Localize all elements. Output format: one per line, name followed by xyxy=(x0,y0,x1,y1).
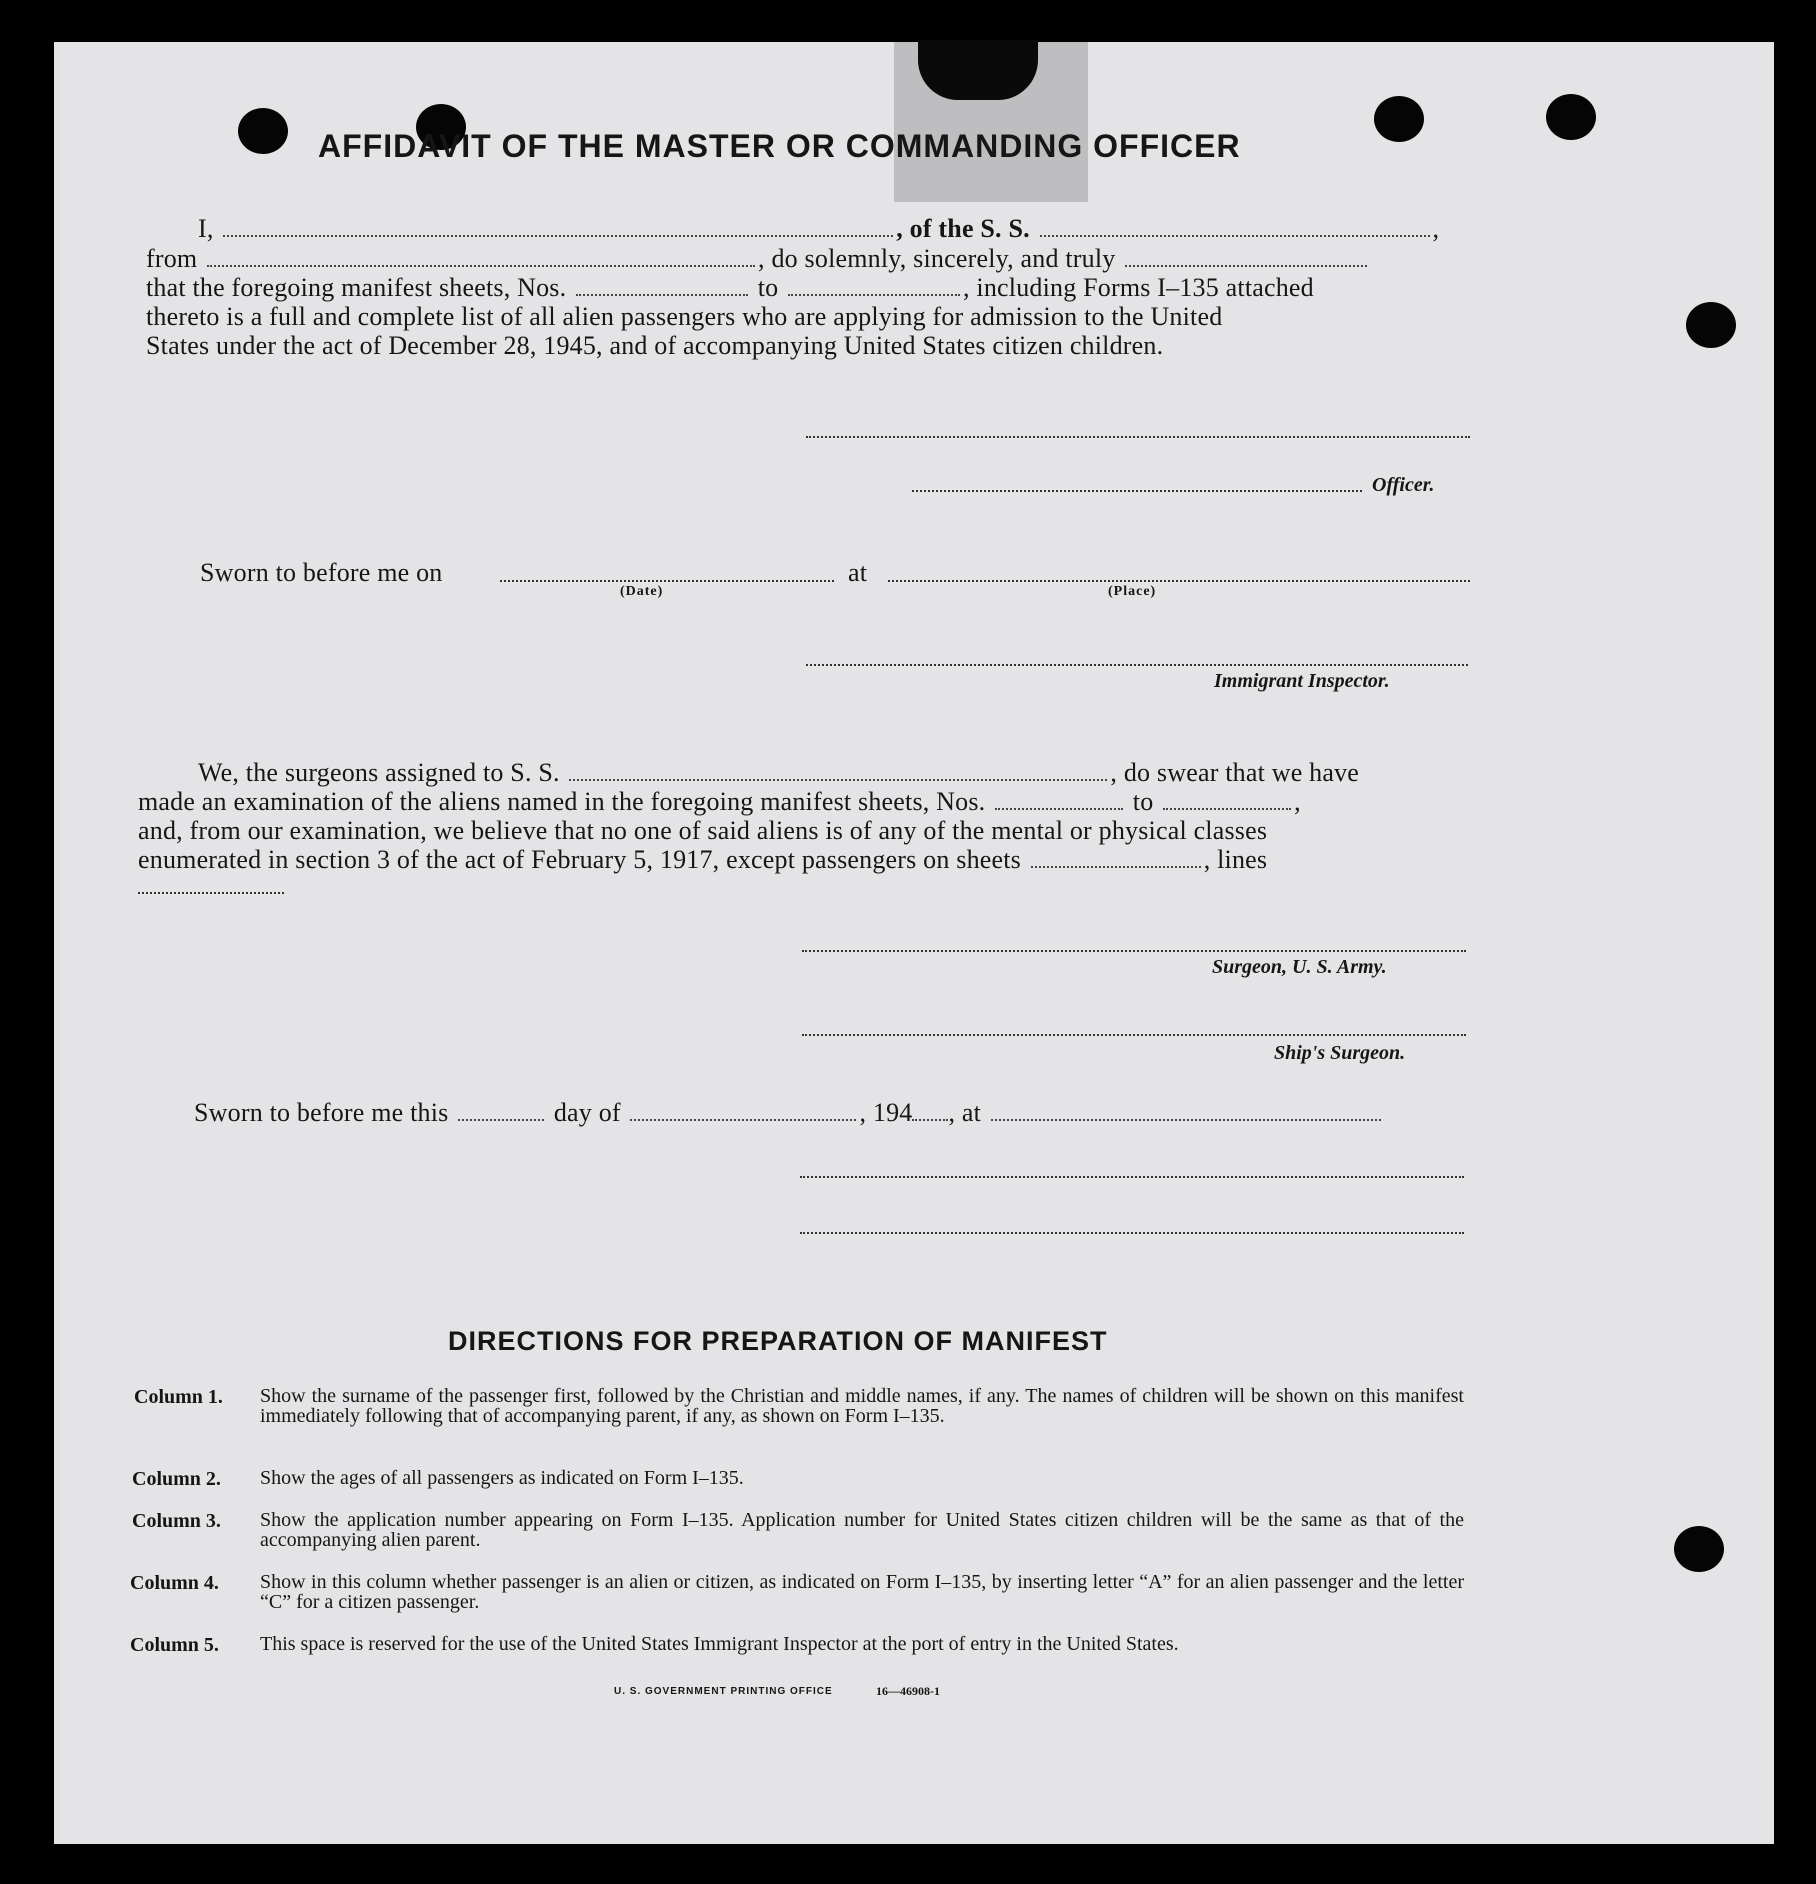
affidavit-text: , xyxy=(1432,214,1440,243)
sworn2-text: day of xyxy=(553,1098,621,1127)
affidavit-text: from xyxy=(146,244,198,273)
from-field[interactable] xyxy=(207,265,755,267)
affidavit-line-3 xyxy=(146,273,1314,303)
inspector-label: Immigrant Inspector. xyxy=(1214,670,1390,692)
army-surgeon-label: Surgeon, U. S. Army. xyxy=(1212,956,1387,978)
sworn-text: Sworn to before me on xyxy=(200,558,443,587)
day-field[interactable] xyxy=(458,1119,544,1121)
ship-surgeon-signature-line[interactable] xyxy=(802,1034,1466,1036)
ship-surgeon-label: Ship's Surgeon. xyxy=(1274,1042,1406,1064)
direction-text: Show the application number appearing on Form I–135. Application number for United States citizen children will be the same as that of the accompanying alien parent. xyxy=(260,1509,1464,1551)
direction-text: Show the ages of all passengers as indicated on Form I–135. xyxy=(260,1467,744,1489)
year-field[interactable] xyxy=(912,1119,948,1121)
inspector-signature-line[interactable] xyxy=(806,664,1468,666)
surgeons-text: We, the surgeons assigned to S. S. xyxy=(198,758,560,787)
sworn2-text: , 194 xyxy=(859,1098,913,1127)
direction-text: Show in this column whether passenger is an alien or citizen, as indicated on Form I–135, by inserting letter “A” for an alien passenger and the letter “C” for a citizen passenger. xyxy=(260,1571,1464,1613)
sworn2-text: , at xyxy=(948,1098,982,1127)
name-field[interactable] xyxy=(223,235,893,237)
excepted-lines-field[interactable] xyxy=(138,892,284,894)
surgeons-text: , xyxy=(1294,787,1301,816)
sworn2-text: Sworn to before me this xyxy=(194,1098,449,1127)
sworn2-line xyxy=(194,1098,1384,1128)
sworn-place-field[interactable] xyxy=(888,580,1470,582)
surgeons-sheets-from-field[interactable] xyxy=(995,808,1123,810)
surgeons-text: , do swear that we have xyxy=(1110,758,1360,787)
affidavit-line-4: thereto is a full and complete list of all alien passengers who are applying for admission to the United xyxy=(146,302,1223,331)
affidavit-text: to xyxy=(757,273,779,302)
sheets-from-field[interactable] xyxy=(576,294,748,296)
sworn2-place-field[interactable] xyxy=(991,1119,1381,1121)
surgeons-text: enumerated in section 3 of the act of February 5, 1917, except passengers on sheets xyxy=(138,845,1021,874)
direction-label: Column 5. xyxy=(130,1634,219,1656)
affidavit-title: AFFIDAVIT OF THE MASTER OR COMMANDING OFFICER xyxy=(318,128,1241,164)
sworn2-signature-line-2[interactable] xyxy=(800,1232,1464,1234)
punch-hole xyxy=(1674,1526,1724,1572)
direction-label: Column 1. xyxy=(134,1386,223,1408)
ship-field[interactable] xyxy=(1040,235,1430,237)
affidavit-line-1 xyxy=(198,214,1439,244)
affidavit-text: , of the S. S. xyxy=(896,214,1030,243)
printer-imprint: U. S. GOVERNMENT PRINTING OFFICE xyxy=(614,1686,833,1697)
sheets-to-field[interactable] xyxy=(788,294,960,296)
place-caption: (Place) xyxy=(1108,584,1157,599)
officer-signature-line[interactable] xyxy=(806,436,1470,438)
punch-hole xyxy=(1546,94,1596,140)
affidavit-text: I, xyxy=(198,214,214,243)
affidavit-text: that the foregoing manifest sheets, Nos. xyxy=(146,273,567,302)
surgeons-ship-field[interactable] xyxy=(569,779,1107,781)
direction-text: Show the surname of the passenger first, followed by the Christian and middle names, if any. The names of children will be shown on this manifest immediately following that of accompanying parent, if any, as shown on Form I–135. xyxy=(260,1385,1464,1427)
direction-text: This space is reserved for the use of the United States Immigrant Inspector at the port of entry in the United States. xyxy=(260,1633,1179,1655)
oath-field[interactable] xyxy=(1125,265,1367,267)
punch-hole xyxy=(1686,302,1736,348)
direction-label: Column 4. xyxy=(130,1572,219,1594)
date-caption: (Date) xyxy=(620,584,664,599)
army-surgeon-signature-line[interactable] xyxy=(802,950,1466,952)
surgeons-text: to xyxy=(1132,787,1154,816)
direction-label: Column 2. xyxy=(132,1468,221,1490)
sworn-date-field[interactable] xyxy=(500,580,834,582)
sworn2-signature-line-1[interactable] xyxy=(800,1176,1464,1178)
surgeons-sheets-to-field[interactable] xyxy=(1163,808,1291,810)
surgeons-line-4 xyxy=(138,845,1267,875)
sworn-at-text: at xyxy=(848,558,868,587)
officer-label: Officer. xyxy=(1372,474,1435,496)
surgeons-line-1 xyxy=(198,758,1359,788)
excepted-sheets-field[interactable] xyxy=(1031,866,1201,868)
direction-label: Column 3. xyxy=(132,1510,221,1532)
punch-hole xyxy=(1374,96,1424,142)
surgeons-line-2 xyxy=(138,787,1301,817)
torn-edge xyxy=(918,40,1038,100)
month-field[interactable] xyxy=(630,1119,856,1121)
surgeons-text: made an examination of the aliens named in the foregoing manifest sheets, Nos. xyxy=(138,787,986,816)
punch-hole xyxy=(238,108,288,154)
officer-title-line[interactable] xyxy=(912,490,1362,492)
directions-title: DIRECTIONS FOR PREPARATION OF MANIFEST xyxy=(448,1326,1108,1356)
affidavit-text: , including Forms I–135 attached xyxy=(963,273,1314,302)
affidavit-text: , do solemnly, sincerely, and truly xyxy=(758,244,1116,273)
affidavit-line-5: States under the act of December 28, 1945, and of accompanying United States citizen children. xyxy=(146,331,1164,360)
surgeons-line-3: and, from our examination, we believe that no one of said aliens is of any of the mental or physical classes xyxy=(138,816,1268,845)
surgeons-text: , lines xyxy=(1203,845,1268,874)
affidavit-line-2 xyxy=(146,244,1370,274)
form-code: 16—46908-1 xyxy=(876,1684,940,1698)
